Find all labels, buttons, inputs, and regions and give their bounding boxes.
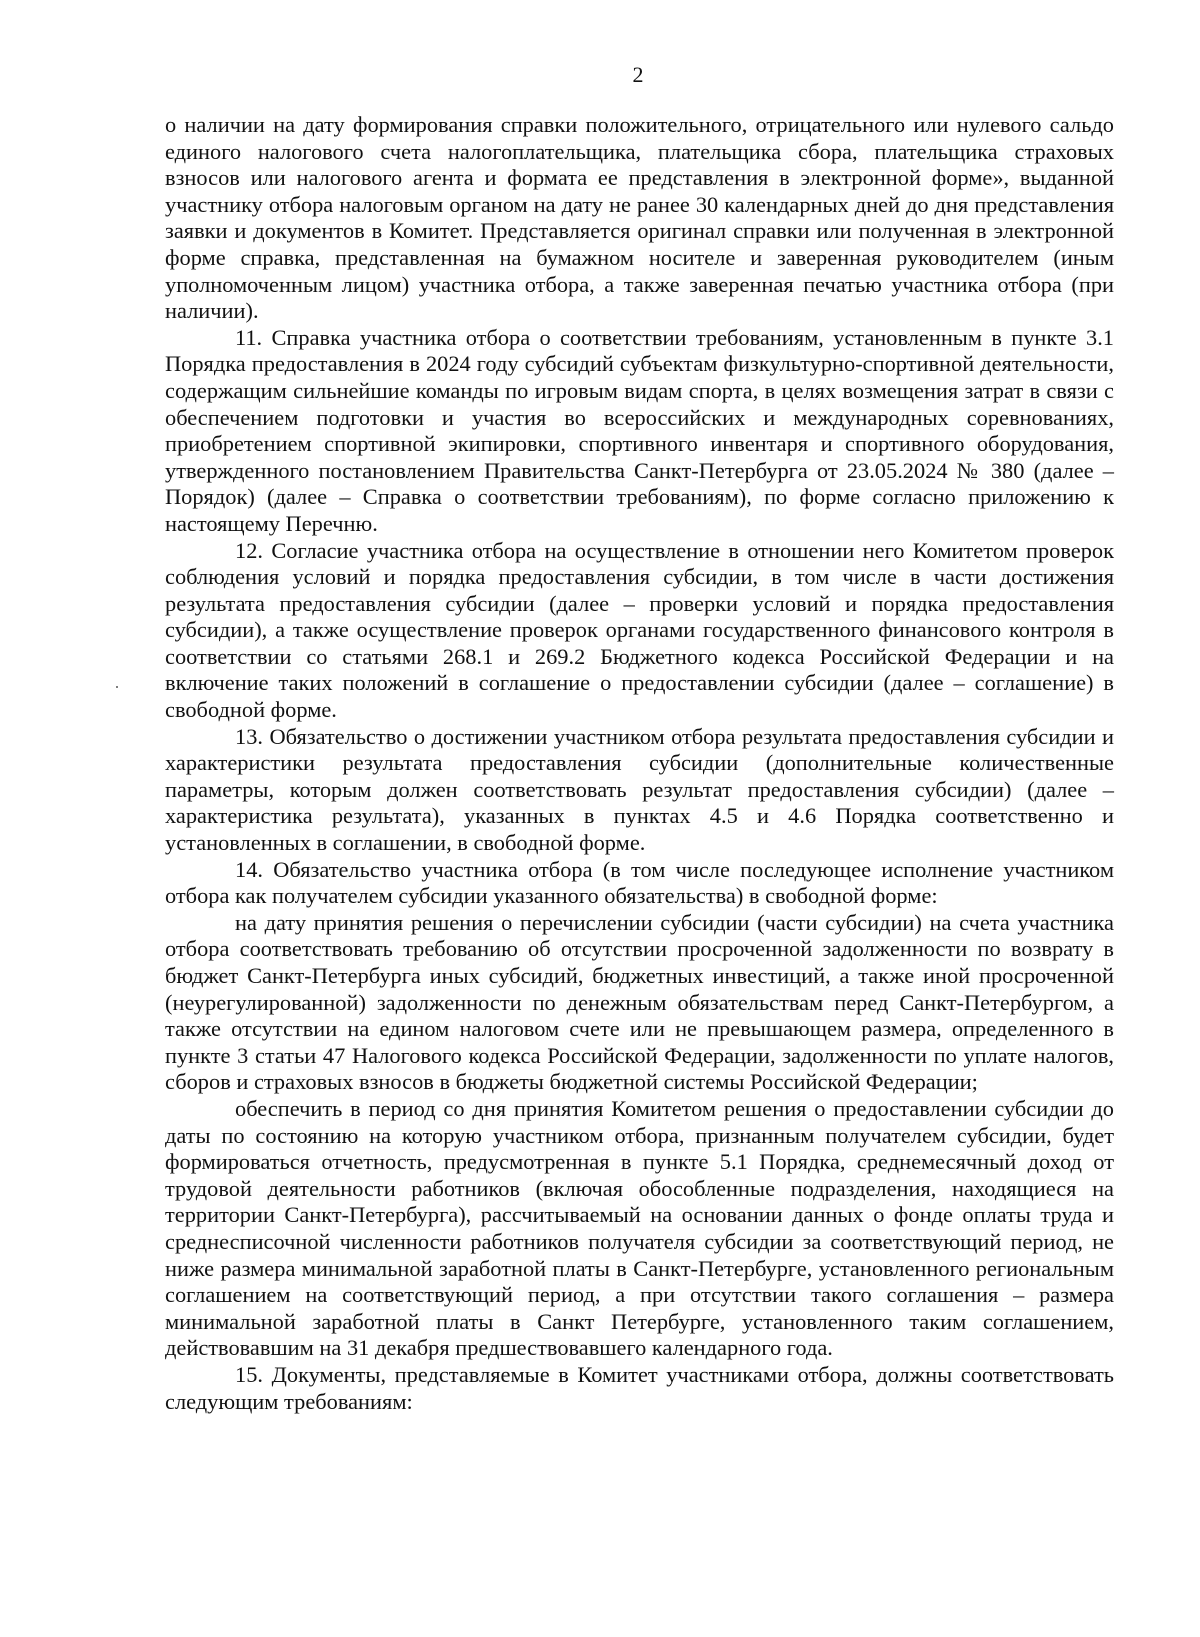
paragraph-item-14: 14. Обязательство участника отбора (в том числе последующее исполнение участником отбора как получателем субсидии указанного обязательства) в свободной форме: <box>165 856 1114 909</box>
paragraph-item-14-obligation-1: на дату принятия решения о перечислении субсидии (части субсидии) на счета участника отбора соответствовать требованию об отсутствии просроченной задолженности по возврату в бюджет Санкт-Петербурга иных субсидий, бюджетных инвестиций, а также иной просроченной (неурегулированной) задолженности по денежным обязательствам перед Санкт-Петербургом, а также отсутствии на едином налоговом счете или не превышающем размера, определенного в пункте 3 статьи 47 Налогового кодекса Российской Федерации, задолженности по уплате налогов, сборов и страховых взносов в бюджеты бюджетной системы Российской Федерации; <box>165 909 1114 1095</box>
paragraph-item-14-obligation-2: обеспечить в период со дня принятия Комитетом решения о предоставлении субсидии до даты по состоянию на которую участником отбора, признанным получателем субсидии, будет формироваться отчетность, предусмотренная в пункте 5.1 Порядка, среднемесячный доход от трудовой деятельности работников (включая обособленные подразделения, находящиеся на территории Санкт-Петербурга), рассчитываемый на основании данных о фонде оплаты труда и среднесписочной численности работников получателя субсидии за соответствующий период, не ниже размера минимальной заработной платы в Санкт-Петербурге, установленного региональным соглашением на соответствующий период, а при отсутствии такого соглашения – размера минимальной заработной платы в Санкт Петербурге, установленного таким соглашением, действовавшим на 31 декабря предшествовавшего календарного года. <box>165 1095 1114 1361</box>
page-number: 2 <box>632 62 644 87</box>
paragraph-item-13: 13. Обязательство о достижении участником отбора результата предоставления субсидии и характеристики результата предоставления субсидии (дополнительные количественные параметры, которым должен соответствовать результат предоставления субсидии) (далее – характеристика результата), указанных в пунктах 4.5 и 4.6 Порядка соответственно и установленных в соглашении, в свободной форме. <box>165 723 1114 856</box>
paragraph-item-12: 12. Согласие участника отбора на осуществление в отношении него Комитетом проверок соблюдения условий и порядка предоставления субсидии, в том числе в части достижения результата предоставления субсидии (далее – проверки условий и порядка предоставления субсидии), а также осуществление проверок органами государственного финансового контроля в соответствии со статьями 268.1 и 269.2 Бюджетного кодекса Российской Федерации и на включение таких положений в соглашение о предоставлении субсидии (далее – соглашение) в свободной форме. <box>165 537 1114 723</box>
paragraph-item-11: 11. Справка участника отбора о соответствии требованиям, установленным в пункте 3.1 Порядка предоставления в 2024 году субсидий субъектам физкультурно-спортивной деятельности, содержащим сильнейшие команды по игровым видам спорта, в целях возмещения затрат в связи с обеспечением подготовки и участия во всероссийских и международных соревнованиях, приобретением спортивной экипировки, спортивного инвентаря и спортивного оборудования, утвержденного постановлением Правительства Санкт-Петербурга от 23.05.2024 № 380 (далее – Порядок) (далее – Справка о соответствии требованиям), по форме согласно приложению к настоящему Перечню. <box>165 324 1114 536</box>
paragraph-item-15: 15. Документы, представляемые в Комитет участниками отбора, должны соответствовать следующим требованиям: <box>165 1361 1114 1414</box>
margin-speck <box>116 686 118 688</box>
paragraph-continuation: о наличии на дату формирования справки положительного, отрицательного или нулевого сальдо единого налогового счета налогоплательщика, плательщика сбора, плательщика страховых взносов или налогового агента и формата ее представления в электронной форме», выданной участнику отбора налоговым органом на дату не ранее 30 календарных дней до дня представления заявки и документов в Комитет. Представляется оригинал справки или полученная в электронной форме справка, представленная на бумажном носителе и заверенная руководителем (иным уполномоченным лицом) участника отбора, а также заверенная печатью участника отбора (при наличии). <box>165 112 1114 324</box>
document-body <box>165 112 1114 1415</box>
